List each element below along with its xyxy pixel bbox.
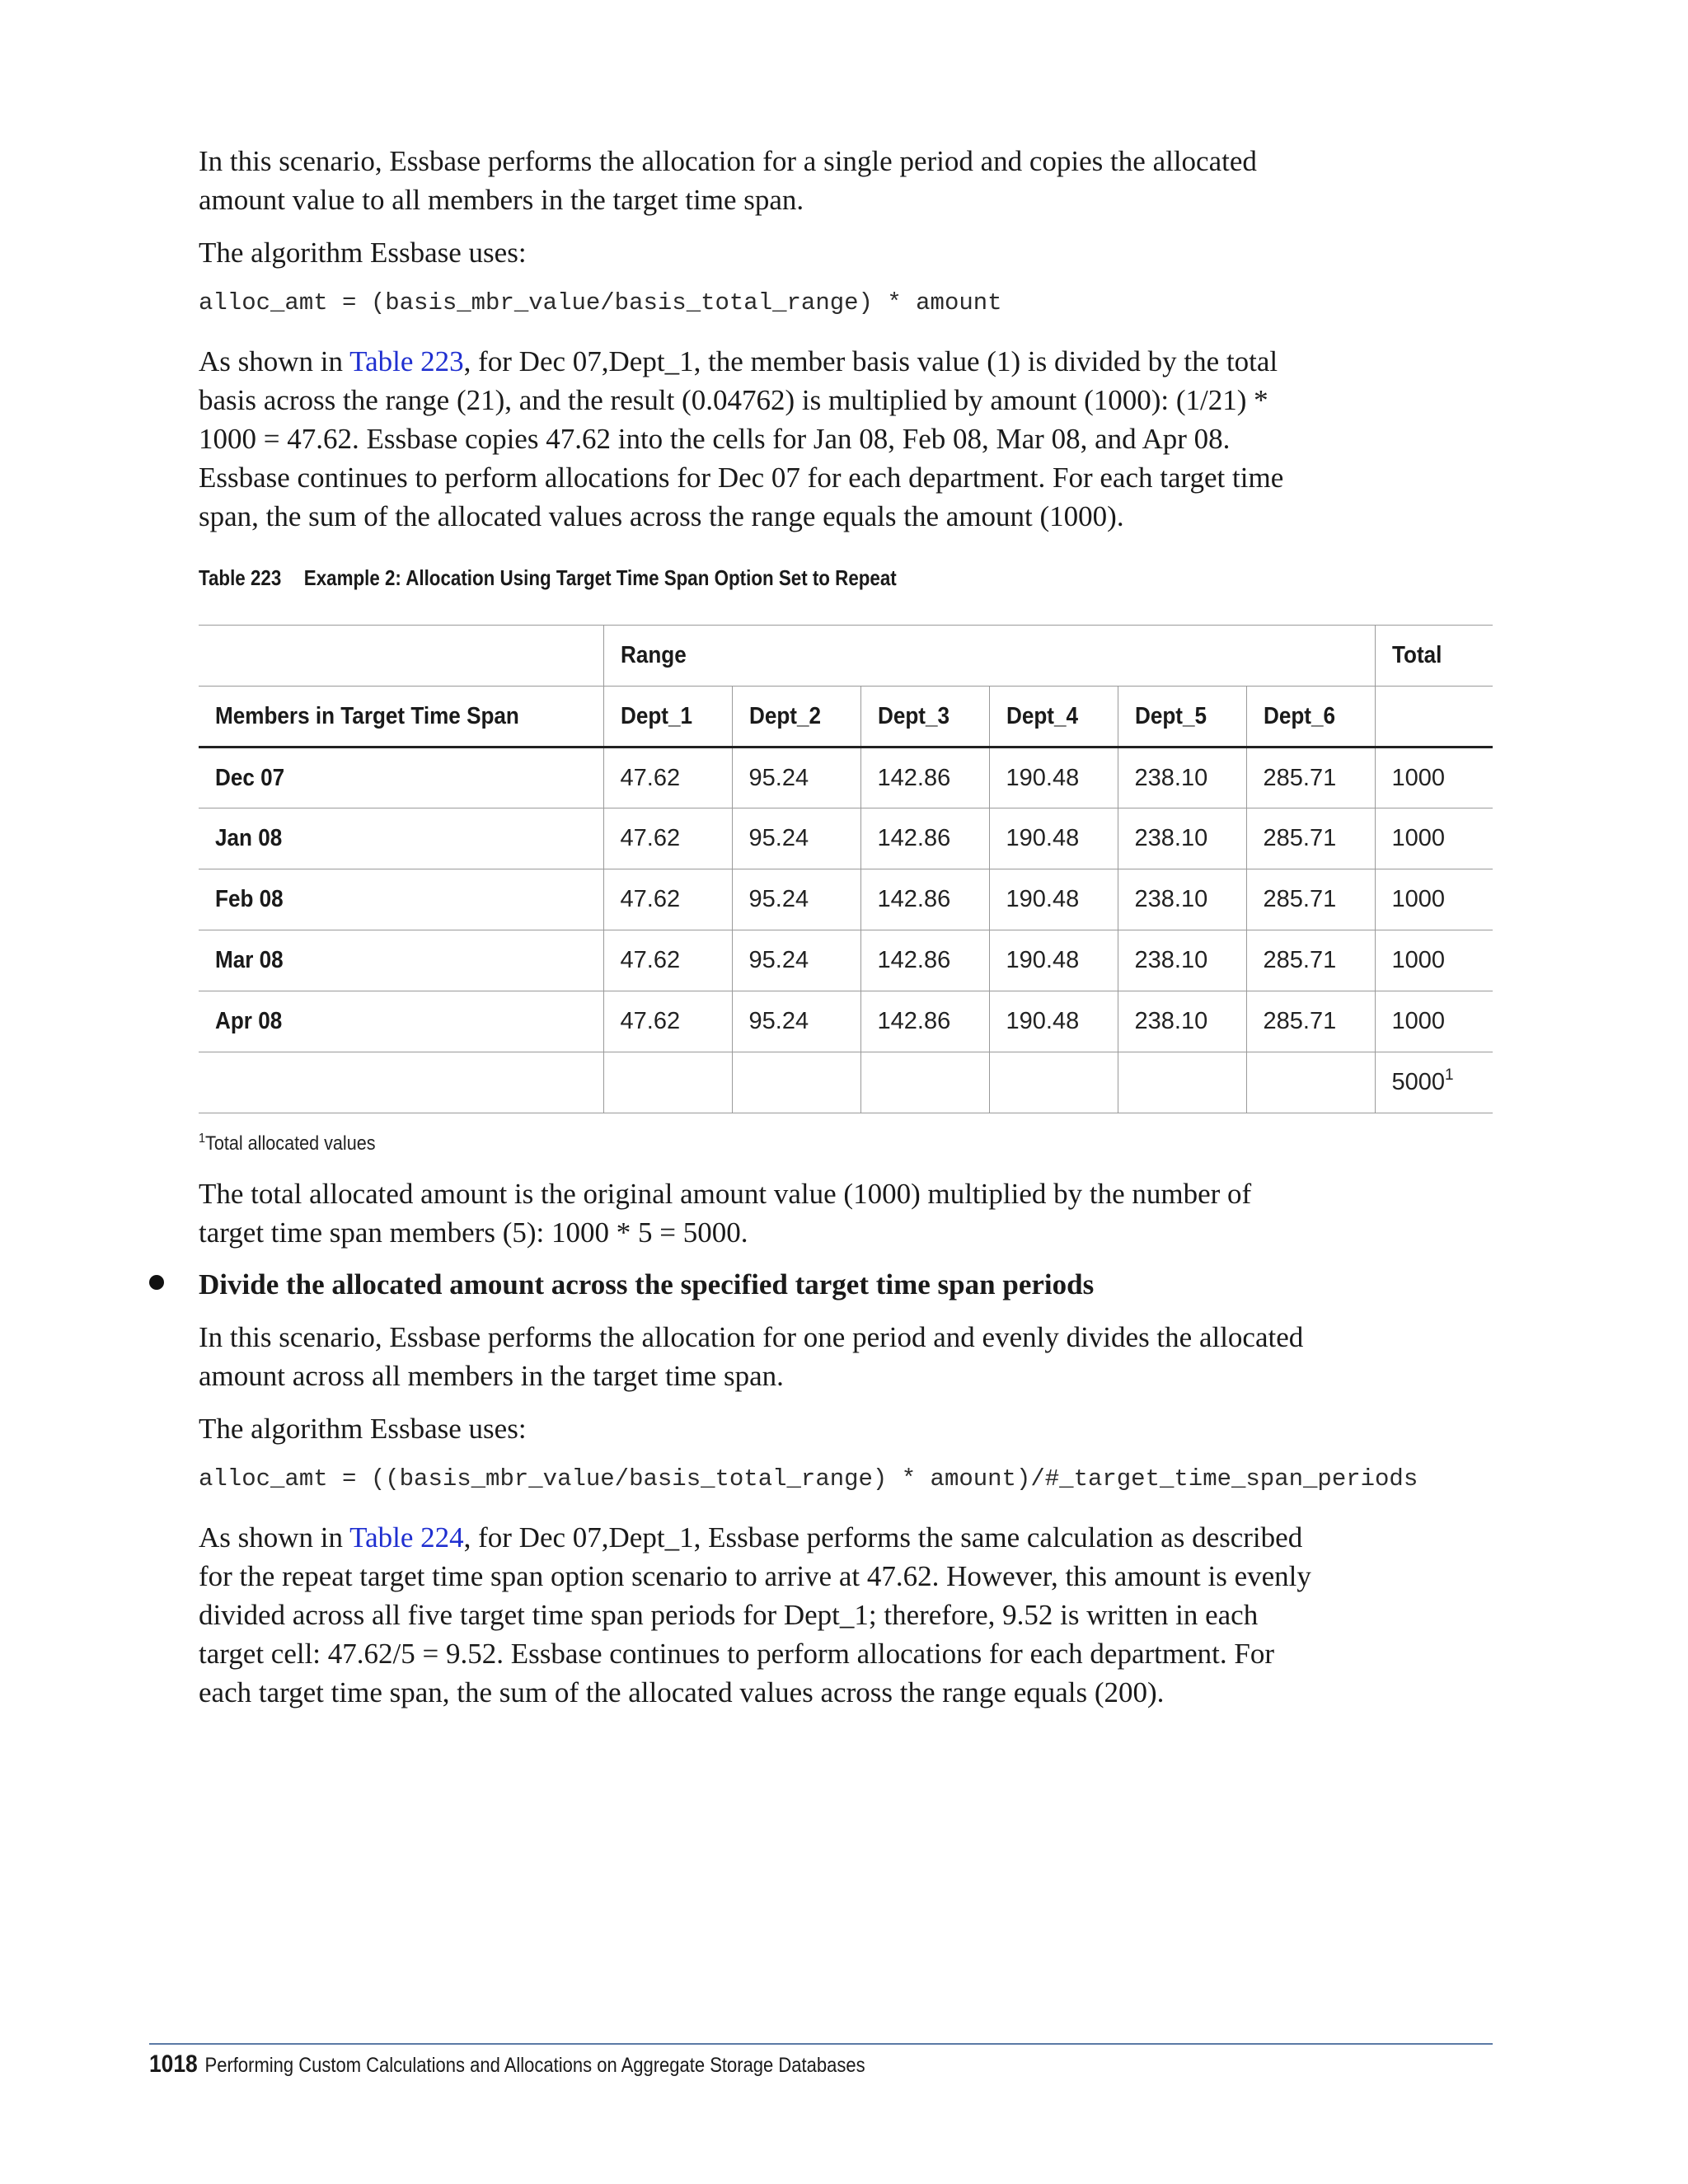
member-cell: Mar 08 — [199, 930, 603, 991]
algorithm-code-divide: alloc_amt = ((basis_mbr_value/basis_total_range) * amount)/#_target_time_span_periods — [199, 1465, 1418, 1493]
value-cell: 142.86 — [860, 748, 989, 808]
range-header: Range — [603, 626, 1375, 687]
dept-header: Dept_3 — [860, 687, 989, 748]
dept-header: Dept_6 — [1246, 687, 1375, 748]
total-header: Total — [1375, 626, 1493, 687]
value-cell: 142.86 — [860, 808, 989, 869]
dept-header: Dept_1 — [603, 687, 732, 748]
intro-section — [199, 142, 1493, 591]
total-explanation-paragraph: The total allocated amount is the original amount value (1000) multiplied by the number of target time span members (5): 1000 * 5 = 5000. — [199, 1178, 1252, 1249]
footer-divider — [149, 2043, 1493, 2045]
value-cell: 285.71 — [1246, 991, 1375, 1052]
divide-paragraph: In this scenario, Essbase performs the allocation for one period and evenly divides the allocated amount across all members in the target time span. — [199, 1321, 1304, 1392]
table-caption-title: Example 2: Allocation Using Target Time Span Option Set to Repeat — [303, 565, 897, 590]
explanation-paragraph: As shown in Table 223, for Dec 07,Dept_1, the member basis value (1) is divided by the total basis across the range (21), and the result (0.04762) is multiplied by amount (1000): (1/21) * 1000 = 47.62. Essbase copies 47.62 into the cells for Jan 08, Feb 08, Mar 08, and Apr 08. Essbase continues to perform allocations for Dec 07 for each department. For each target time span, the sum of the allocated values across the range equals the amount (1000). — [199, 345, 1284, 532]
table-header-row-2 — [199, 687, 1493, 748]
grand-total-row — [199, 1052, 1493, 1113]
value-cell: 238.10 — [1118, 808, 1246, 869]
table-caption — [199, 565, 1311, 591]
value-cell: 95.24 — [732, 808, 860, 869]
value-cell: 142.86 — [860, 930, 989, 991]
lower-section — [199, 1174, 1493, 1712]
value-cell: 190.48 — [989, 991, 1118, 1052]
dept-header: Dept_2 — [732, 687, 860, 748]
value-cell: 95.24 — [732, 748, 860, 808]
table-223-link[interactable]: Table 223 — [349, 345, 464, 377]
value-cell: 238.10 — [1118, 930, 1246, 991]
table-row — [199, 930, 1493, 991]
footnote-marker: 1 — [1445, 1066, 1454, 1084]
bullet-dot — [149, 1275, 164, 1290]
value-cell: 95.24 — [732, 991, 860, 1052]
allocation-table — [199, 625, 1493, 1113]
value-cell: 142.86 — [860, 991, 989, 1052]
value-cell: 238.10 — [1118, 748, 1246, 808]
table-224-link[interactable]: Table 224 — [349, 1521, 464, 1554]
algorithm-code: alloc_amt = (basis_mbr_value/basis_total_range) * amount — [199, 289, 1002, 316]
bullet-heading: Divide the allocated amount across the specified target time span periods — [199, 1268, 1095, 1301]
value-cell: 190.48 — [989, 808, 1118, 869]
value-cell: 285.71 — [1246, 869, 1375, 930]
value-cell: 47.62 — [603, 808, 732, 869]
table-header-row-1 — [199, 626, 1493, 687]
table-row — [199, 748, 1493, 808]
algorithm-label: The algorithm Essbase uses: — [199, 237, 527, 269]
total-cell: 1000 — [1375, 991, 1493, 1052]
member-cell: Jan 08 — [199, 808, 603, 869]
table-row — [199, 808, 1493, 869]
total-cell: 1000 — [1375, 930, 1493, 991]
value-cell: 47.62 — [603, 991, 732, 1052]
value-cell: 285.71 — [1246, 748, 1375, 808]
total-cell: 1000 — [1375, 869, 1493, 930]
grand-total-cell: 5000$^1$ — [1375, 1052, 1493, 1113]
value-cell: 95.24 — [732, 869, 860, 930]
value-cell: 190.48 — [989, 748, 1118, 808]
value-cell: 142.86 — [860, 869, 989, 930]
member-cell: Dec 07 — [199, 748, 603, 808]
value-cell: 285.71 — [1246, 808, 1375, 869]
member-cell: Feb 08 — [199, 869, 603, 930]
value-cell: 190.48 — [989, 869, 1118, 930]
value-cell: 285.71 — [1246, 930, 1375, 991]
total-cell: 1000 — [1375, 808, 1493, 869]
members-header: Members in Target Time Span — [199, 687, 603, 748]
algorithm-label: The algorithm Essbase uses: — [199, 1413, 527, 1445]
dept-header: Dept_5 — [1118, 687, 1246, 748]
value-cell: 95.24 — [732, 930, 860, 991]
value-cell: 47.62 — [603, 930, 732, 991]
divide-explanation-paragraph: As shown in Table 224, for Dec 07,Dept_1, Essbase performs the same calculation as described for the repeat target time span option scenario to arrive at 47.62. However, this amount is evenly divided across all five target time span periods for Dept_1; therefore, 9.52 is written in each target cell: 47.62/5 = 9.52. Essbase continues to perform allocations for each department. For each target time span, the sum of the allocated values across the range equals (200). — [199, 1521, 1311, 1708]
dept-header: Dept_4 — [989, 687, 1118, 748]
footer-title: Performing Custom Calculations and Allocations on Aggregate Storage Databases — [204, 2054, 865, 2077]
intro-paragraph: In this scenario, Essbase performs the allocation for a single period and copies the allocated amount value to all members in the target time span. — [199, 145, 1257, 216]
page-number: 1018 — [149, 2050, 198, 2078]
table-footnote: $^1$Total allocated values — [199, 1132, 376, 1155]
value-cell: 238.10 — [1118, 991, 1246, 1052]
total-cell: 1000 — [1375, 748, 1493, 808]
table-row — [199, 991, 1493, 1052]
value-cell: 238.10 — [1118, 869, 1246, 930]
value-cell: 190.48 — [989, 930, 1118, 991]
value-cell: 47.62 — [603, 748, 732, 808]
page-footer — [149, 2050, 865, 2079]
table-row — [199, 869, 1493, 930]
value-cell: 47.62 — [603, 869, 732, 930]
member-cell: Apr 08 — [199, 991, 603, 1052]
table-caption-number: Table 223 — [199, 565, 282, 590]
